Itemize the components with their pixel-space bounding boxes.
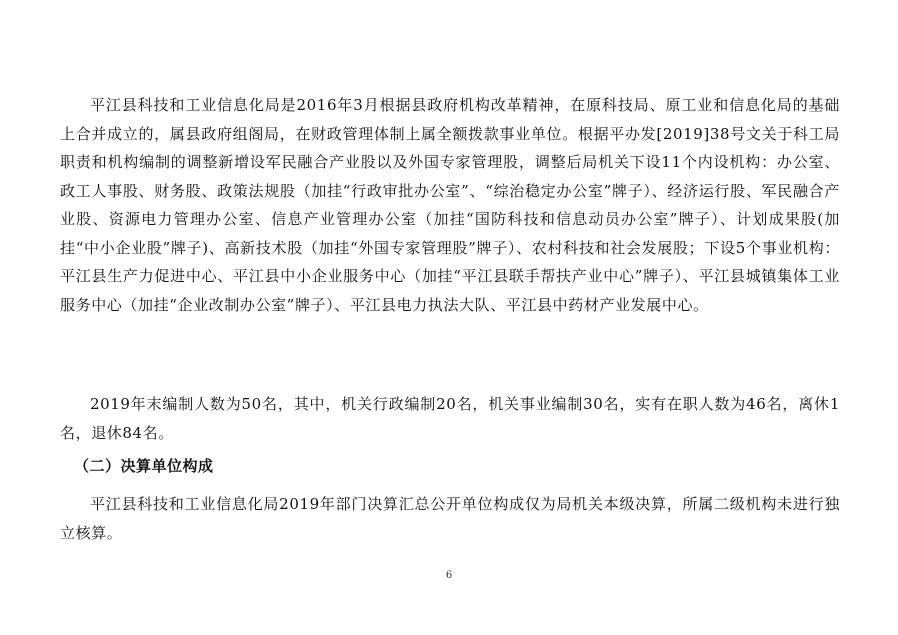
institution-overview-paragraph: 平江县科技和工业信息化局是2016年3月根据县政府机构改革精神，在原科技局、原工业和信息化局的基础上合并成立的，属县政府组阁局，在财政管理体制上属全额拨款事业单位。根据平办发[2019]38号文关于科工局职责和机构编制的调整新增设军民融合产业股以及外国专家管理股，调整后局机关下设11个内设机构：办公室、政工人事股、财务股、政策法规股（加挂“行政审批办公室”、“综治稳定办公室”牌子）、经济运行股、军民融合产业股、资源电力管理办公室、信息产业管理办公室（加挂“国防科技和信息动员办公室”牌子）、计划成果股(加挂“中小企业股”牌子)、高新技术股（加挂“外国专家管理股”牌子）、农村科技和社会发展股；下设5个事业机构：平江县生产力促进中心、平江县中小企业服务中心（加挂“平江县联手帮扶产业中心”牌子）、平江县城镇集体工业服务中心（加挂“企业改制办公室”牌子）、平江县电力执法大队、平江县中药材产业发展中心。 bbox=[60, 96, 840, 314]
unit-composition-paragraph: 平江县科技和工业信息化局2019年部门决算汇总公开单位构成仅为局机关本级决算，所属二级机构未进行独立核算。 bbox=[60, 495, 840, 542]
page-number: 6 bbox=[445, 570, 453, 581]
staffing-paragraph: 2019年末编制人数为50名，其中，机关行政编制20名，机关事业编制30名，实有在职人数为46名，离休1名，退休84名。 bbox=[60, 395, 840, 442]
section-heading: （二）决算单位构成 bbox=[74, 457, 214, 475]
